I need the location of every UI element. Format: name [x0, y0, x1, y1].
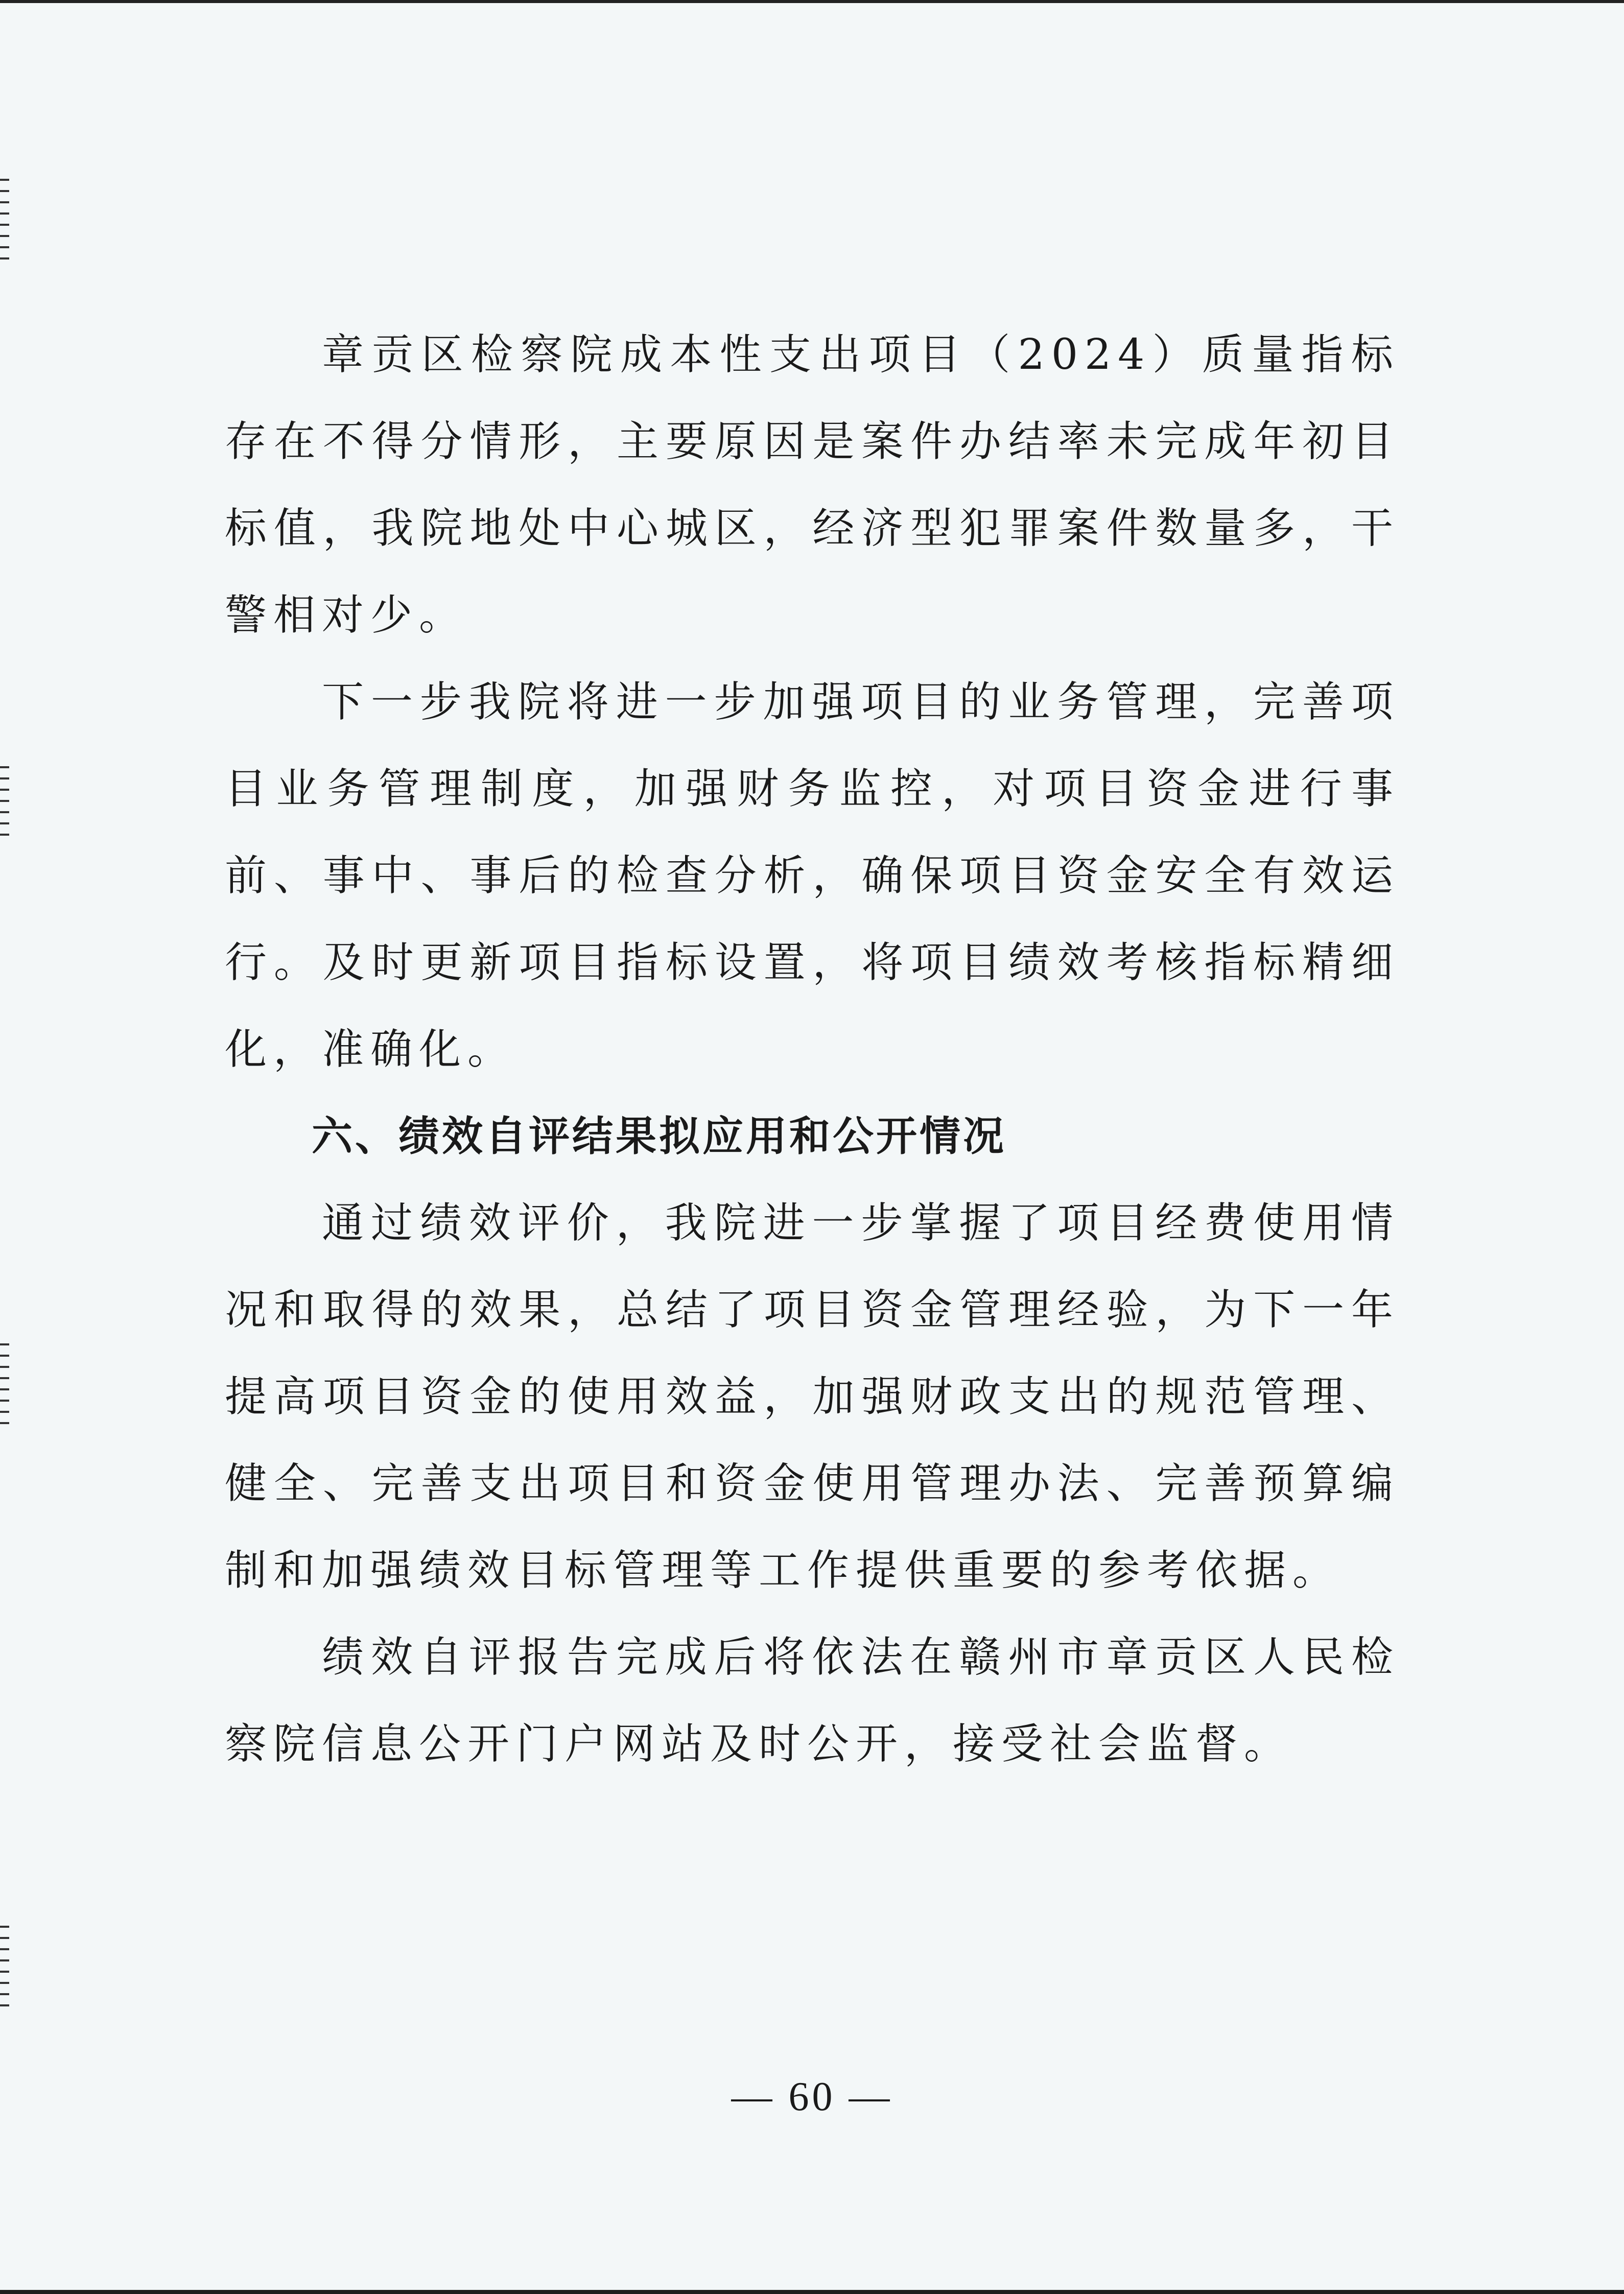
paragraph-quality-indicator: 章贡区检察院成本性支出项目（2024）质量指标存在不得分情形，主要原因是案件办结率未完成年初目标值，我院地处中心城区，经济型犯罪案件数量多，干警相对少。: [225, 330, 1400, 640]
binding-marks: [0, 0, 11, 2294]
scan-edge-bottom: [0, 2290, 1624, 2294]
paragraph-evaluation-application: 通过绩效评价，我院进一步掌握了项目经费使用情况和取得的效果，总结了项目资金管理经验，为下一年提高项目资金的使用效益，加强财政支出的规范管理、健全、完善支出项目和资金使用管理办法、完善预算编制和加强绩效目标管理等工作提供重要的参考依据。: [225, 1199, 1400, 1595]
scan-edge-top: [0, 0, 1624, 3]
document-body: [225, 312, 1400, 1788]
page-number: — 60 —: [731, 2074, 893, 2119]
paragraph-public-disclosure: 绩效自评报告完成后将依法在赣州市章贡区人民检察院信息公开门户网站及时公开，接受社会监督。: [225, 1633, 1400, 1768]
paragraph-next-steps: 下一步我院将进一步加强项目的业务管理，完善项目业务管理制度，加强财务监控，对项目资金进行事前、事中、事后的检查分析，确保项目资金安全有效运行。及时更新项目指标设置，将项目绩效考核指标精细化，准确化。: [225, 678, 1400, 1074]
section-heading: 六、绩效自评结果拟应用和公开情况: [312, 1113, 1006, 1160]
